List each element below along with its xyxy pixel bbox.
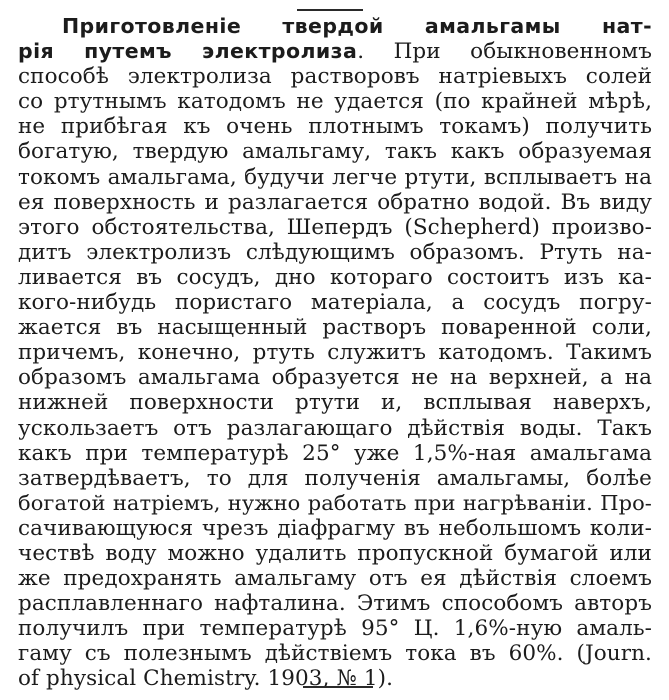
article-line: получилъ при температурѣ 95° Ц. 1,6%-ную амаль-: [18, 616, 652, 642]
article-line: причемъ, конечно, ртуть служитъ катодомъ. Такимъ: [18, 340, 652, 366]
article-line: жается въ насыщенный растворъ поваренной соли,: [18, 315, 652, 341]
article-line-last: of physical Chemistry. 1903, № 1).: [18, 666, 394, 692]
article-line: же предохранять амальгаму отъ ея дѣйствія слоемъ: [18, 566, 652, 592]
article-line: богатую, твердую амальгаму, такъ какъ образуемая: [18, 139, 652, 165]
article-text: . При обыкновенномъ: [357, 39, 652, 65]
top-divider-rule: [297, 9, 363, 11]
article-line: со ртутнымъ катодомъ не удается (по крайней мѣрѣ,: [18, 89, 652, 115]
article-line: [18, 14, 652, 39]
article-line: расплавленнаго нафталина. Этимъ способомъ авторъ: [18, 591, 652, 617]
article-heading: Приготовленіе твердой амальгамы нат-: [62, 14, 652, 38]
article-line: способѣ электролиза растворовъ натріевыхъ солей: [18, 64, 652, 90]
article-line: гаму съ полезнымъ дѣйствіемъ тока въ 60%. (Journ.: [18, 641, 652, 667]
article-line: богатой натріемъ, нужно работать при нагрѣваніи. Про-: [18, 490, 652, 515]
article-line: сачивающуюся чрезъ діафрагму въ небольшомъ коли-: [18, 515, 652, 541]
article-line: дитъ электролизъ слѣдующимъ образомъ. Ртуть на-: [18, 239, 652, 265]
bottom-divider-rule: [303, 686, 373, 688]
article-line: этого обстоятельства, Шепердъ (Schepherd) произво-: [18, 214, 652, 240]
article-line: ея поверхность и разлагается обратно водой. Въ виду: [18, 189, 652, 215]
article-line: не прибѣгая къ очень плотнымъ токамъ) получить: [18, 114, 652, 140]
article-line: ливается въ сосудъ, дно котораго состоитъ изъ ка-: [18, 264, 652, 290]
article-line: образомъ амальгама образуется не на верхней, а на: [18, 365, 652, 391]
article-heading-continued: рія путемъ электролиза: [18, 39, 358, 64]
article-line: токомъ амальгама, будучи легче ртути, всплываетъ на: [18, 164, 652, 190]
article-line: кого-нибудь пористаго матеріала, а сосудъ погру-: [18, 290, 652, 316]
article-line: чествѣ воду можно удалить пропускной бумагой или: [18, 540, 652, 566]
article-line: [18, 39, 652, 64]
article-line: ускользаетъ отъ разлагающаго дѣйствія воды. Такъ: [18, 415, 652, 441]
article-line: нижней поверхности ртути и, всплывая наверхъ,: [18, 390, 652, 416]
article-line: какъ при температурѣ 25° уже 1,5%-ная амальгама: [18, 440, 652, 466]
article-line: затвердѣваетъ, то для полученія амальгамы, болѣе: [18, 465, 652, 491]
article-body: [18, 14, 652, 692]
